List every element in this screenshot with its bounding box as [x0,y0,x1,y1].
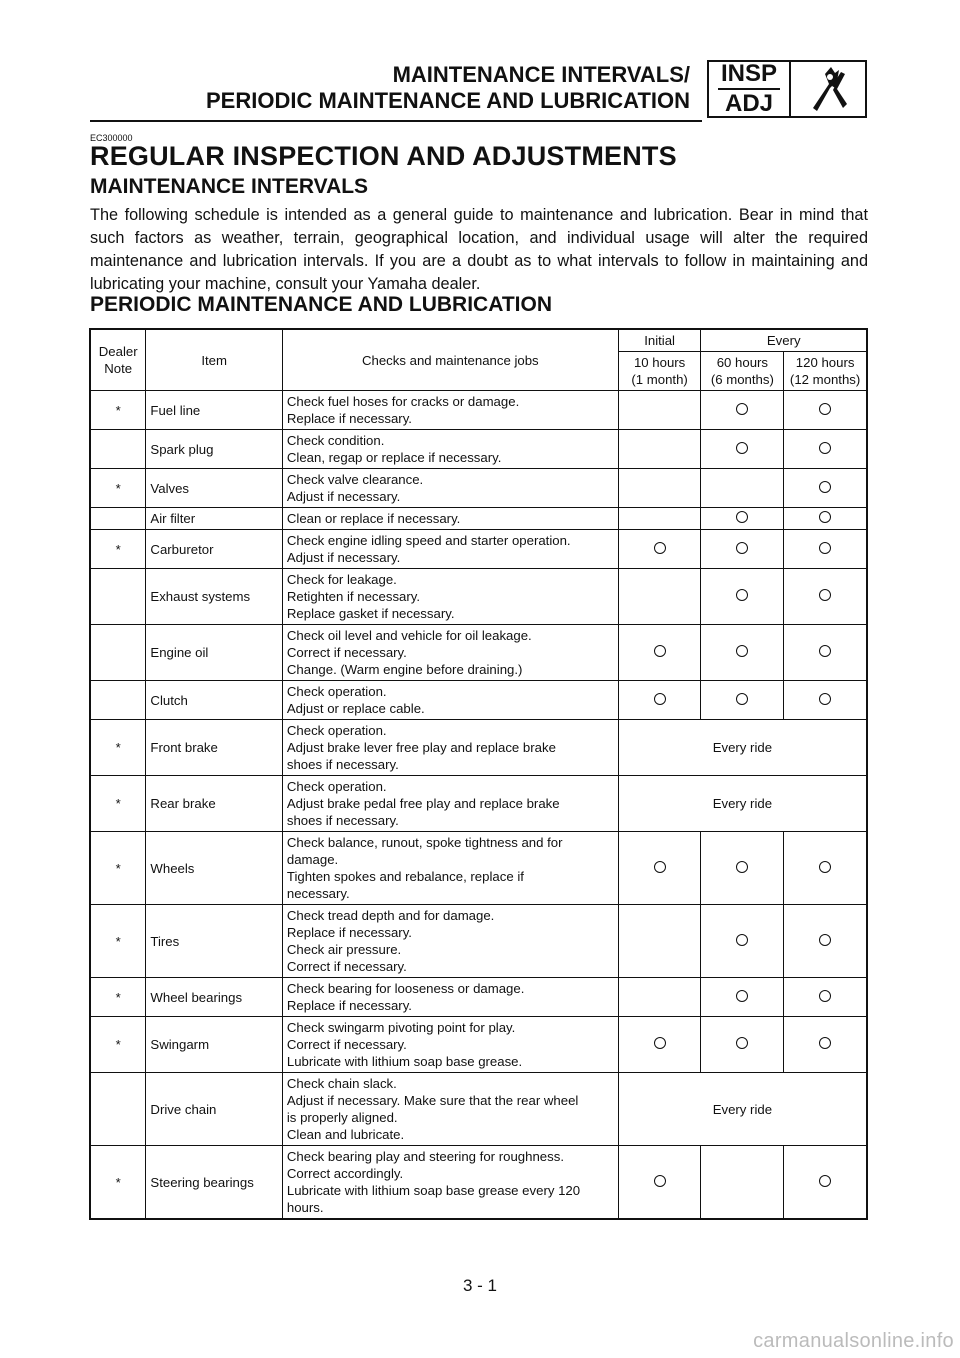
job-line: shoes if necessary. [286,757,399,772]
check-circle-icon [654,645,666,657]
job-line: Replace gasket if necessary. [286,606,455,621]
interval-cell [618,832,701,905]
row-jobs [282,1073,618,1146]
interval-cell [784,681,867,720]
row-item: Fuel line [146,391,282,430]
job-line: Check operation. [286,684,387,699]
row-dealer-note: * [90,905,146,978]
interval-cell [618,469,701,508]
table-row [90,681,867,720]
row-dealer-note [90,569,146,625]
interval-cell [784,1146,867,1220]
intro-paragraph: The following schedule is intended as a general guide to maintenance and lubrication. Bear in mind that such factors as weather, terrain, geographical location, and individual usage will alter the required maintenance and lubrication intervals. If you are a doubt as to what intervals to follow in maintaining and lubricating your machine, consult your Yamaha dealer. [90,206,868,293]
row-dealer-note [90,625,146,681]
row-dealer-note: * [90,832,146,905]
header-dealer-note: Dealer Note [90,329,146,391]
interval-cell [618,1146,701,1220]
row-dealer-note: * [90,530,146,569]
header-item: Item [146,329,282,391]
check-circle-icon [736,1037,748,1049]
check-circle-icon [736,403,748,415]
check-circle-icon [736,693,748,705]
job-line: Check swingarm pivoting point for play. [286,1020,516,1035]
badge-bottom: ADJ [724,90,773,117]
check-circle-icon [819,990,831,1002]
interval-cell [784,1017,867,1073]
row-jobs [282,1146,618,1220]
job-line: Clean or replace if necessary. [286,511,461,526]
table-row [90,1146,867,1220]
header-rule [90,120,702,122]
row-item: Spark plug [146,430,282,469]
job-line: Adjust brake pedal free play and replace brake [286,796,560,811]
check-circle-icon [819,1037,831,1049]
check-circle-icon [819,645,831,657]
table-row [90,776,867,832]
job-line: shoes if necessary. [286,813,399,828]
table-row [90,391,867,430]
check-circle-icon [819,511,831,523]
table-row [90,1073,867,1146]
table-row [90,469,867,508]
header-title-line2: PERIODIC MAINTENANCE AND LUBRICATION [206,88,690,113]
table-body [90,391,867,1220]
header-initial: Initial [618,329,701,352]
row-jobs [282,681,618,720]
wrench-screwdriver-icon [791,62,865,116]
watermark: carmanualsonline.info [753,1330,954,1352]
check-circle-icon [819,442,831,454]
every-ride-cell: Every ride [618,776,867,832]
row-jobs [282,391,618,430]
job-line: Check chain slack. [286,1076,397,1091]
row-item: Wheels [146,832,282,905]
job-line: Check operation. [286,779,387,794]
check-circle-icon [654,1175,666,1187]
check-circle-icon [654,1037,666,1049]
job-line: Adjust if necessary. [286,550,401,565]
row-jobs [282,569,618,625]
header-10-hours: 10 hours (1 month) [618,352,701,391]
interval-cell [784,625,867,681]
section-maintenance-intervals: MAINTENANCE INTERVALS [90,175,369,198]
row-item: Exhaust systems [146,569,282,625]
row-dealer-note: * [90,720,146,776]
row-item: Engine oil [146,625,282,681]
table-row [90,430,867,469]
interval-cell [784,530,867,569]
table-row [90,1017,867,1073]
interval-cell [701,978,784,1017]
interval-cell [784,832,867,905]
check-circle-icon [654,693,666,705]
header-title-line1: MAINTENANCE INTERVALS/ [392,62,690,87]
row-dealer-note: * [90,469,146,508]
interval-cell [701,832,784,905]
interval-cell [618,978,701,1017]
interval-cell [784,391,867,430]
interval-cell [784,469,867,508]
interval-cell [701,469,784,508]
check-circle-icon [736,934,748,946]
doc-code: EC300000 [90,133,133,143]
table-row [90,720,867,776]
interval-cell [784,508,867,530]
table-row [90,832,867,905]
job-line: Replace if necessary. [286,411,412,426]
interval-cell [618,391,701,430]
interval-cell [701,1146,784,1220]
check-circle-icon [654,542,666,554]
maintenance-table [89,328,868,1220]
interval-cell [701,625,784,681]
check-circle-icon [736,511,748,523]
row-jobs [282,530,618,569]
row-jobs [282,720,618,776]
interval-cell [784,905,867,978]
row-dealer-note: * [90,391,146,430]
check-circle-icon [819,934,831,946]
job-line: Correct if necessary. [286,645,407,660]
interval-cell [618,905,701,978]
interval-cell [618,1017,701,1073]
table-row [90,569,867,625]
page-number: 3 - 1 [462,1276,498,1295]
job-line: Check balance, runout, spoke tightness and for [286,835,563,850]
row-jobs [282,905,618,978]
row-jobs [282,508,618,530]
job-line: Adjust brake lever free play and replace brake [286,740,556,755]
job-line: Lubricate with lithium soap base grease. [286,1054,523,1069]
job-line: Retighten if necessary. [286,589,421,604]
check-circle-icon [736,589,748,601]
row-dealer-note: * [90,1146,146,1220]
interval-cell [618,681,701,720]
job-line: Clean and lubricate. [286,1127,405,1142]
badge-text [709,62,791,116]
row-jobs [282,978,618,1017]
interval-cell [701,905,784,978]
check-circle-icon [819,1175,831,1187]
row-item: Air filter [146,508,282,530]
job-line: Correct accordingly. [286,1166,404,1181]
check-circle-icon [736,990,748,1002]
row-item: Front brake [146,720,282,776]
check-circle-icon [819,693,831,705]
row-item: Tires [146,905,282,978]
row-item: Steering bearings [146,1146,282,1220]
row-dealer-note [90,681,146,720]
interval-cell [701,391,784,430]
interval-cell [701,1017,784,1073]
job-line: Check air pressure. [286,942,402,957]
interval-cell [701,530,784,569]
job-line: Check tread depth and for damage. [286,908,495,923]
interval-cell [701,569,784,625]
row-item: Clutch [146,681,282,720]
job-line: Change. (Warm engine before draining.) [286,662,523,677]
table-row [90,978,867,1017]
table-row [90,508,867,530]
job-line: Adjust or replace cable. [286,701,425,716]
job-line: Check valve clearance. [286,472,424,487]
job-line: necessary. [286,886,350,901]
check-circle-icon [819,403,831,415]
check-circle-icon [654,861,666,873]
check-circle-icon [736,542,748,554]
job-line: Replace if necessary. [286,998,412,1013]
job-line: hours. [286,1200,324,1215]
row-jobs [282,776,618,832]
row-dealer-note [90,508,146,530]
row-dealer-note: * [90,776,146,832]
job-line: Check operation. [286,723,387,738]
row-dealer-note: * [90,1017,146,1073]
job-line: Check oil level and vehicle for oil leakage. [286,628,532,643]
every-ride-cell: Every ride [618,1073,867,1146]
job-line: Check condition. [286,433,385,448]
header-60-hours: 60 hours (6 months) [701,352,784,391]
job-line: damage. [286,852,339,867]
page-heading: REGULAR INSPECTION AND ADJUSTMENTS [90,141,677,171]
check-circle-icon [736,645,748,657]
job-line: Tighten spokes and rebalance, replace if [286,869,524,884]
row-item: Carburetor [146,530,282,569]
job-line: Check bearing play and steering for roughness. [286,1149,564,1164]
every-ride-cell: Every ride [618,720,867,776]
job-line: Check engine idling speed and starter operation. [286,533,571,548]
interval-cell [618,508,701,530]
header-120-hours: 120 hours (12 months) [784,352,867,391]
interval-cell [784,569,867,625]
interval-cell [618,430,701,469]
job-line: Lubricate with lithium soap base grease every 120 [286,1183,581,1198]
job-line: Check fuel hoses for cracks or damage. [286,394,520,409]
row-item: Wheel bearings [146,978,282,1017]
job-line: is properly aligned. [286,1110,398,1125]
row-dealer-note [90,1073,146,1146]
interval-cell [701,508,784,530]
table-row [90,530,867,569]
header-title [206,62,690,114]
row-jobs [282,469,618,508]
row-item: Rear brake [146,776,282,832]
table-row [90,625,867,681]
row-jobs [282,832,618,905]
job-line: Replace if necessary. [286,925,412,940]
row-dealer-note: * [90,978,146,1017]
check-circle-icon [736,861,748,873]
job-line: Clean, regap or replace if necessary. [286,450,502,465]
row-dealer-note [90,430,146,469]
job-line: Correct if necessary. [286,959,407,974]
check-circle-icon [819,481,831,493]
header-jobs: Checks and maintenance jobs [282,329,618,391]
table-row [90,905,867,978]
row-jobs [282,430,618,469]
interval-cell [618,625,701,681]
row-item: Drive chain [146,1073,282,1146]
interval-cell [784,430,867,469]
job-line: Adjust if necessary. Make sure that the rear wheel [286,1093,579,1108]
interval-cell [618,530,701,569]
row-jobs [282,1017,618,1073]
check-circle-icon [819,861,831,873]
badge-top: INSP [720,60,777,87]
interval-cell [701,681,784,720]
job-line: Check for leakage. [286,572,397,587]
job-line: Correct if necessary. [286,1037,407,1052]
job-line: Check bearing for looseness or damage. [286,981,525,996]
check-circle-icon [736,442,748,454]
interval-cell [618,569,701,625]
interval-cell [701,430,784,469]
row-item: Swingarm [146,1017,282,1073]
section-periodic-maintenance: PERIODIC MAINTENANCE AND LUBRICATION [90,293,552,316]
header-every: Every [701,329,867,352]
section-badge [707,60,867,118]
row-jobs [282,625,618,681]
row-item: Valves [146,469,282,508]
interval-cell [784,978,867,1017]
job-line: Adjust if necessary. [286,489,401,504]
check-circle-icon [819,589,831,601]
check-circle-icon [819,542,831,554]
